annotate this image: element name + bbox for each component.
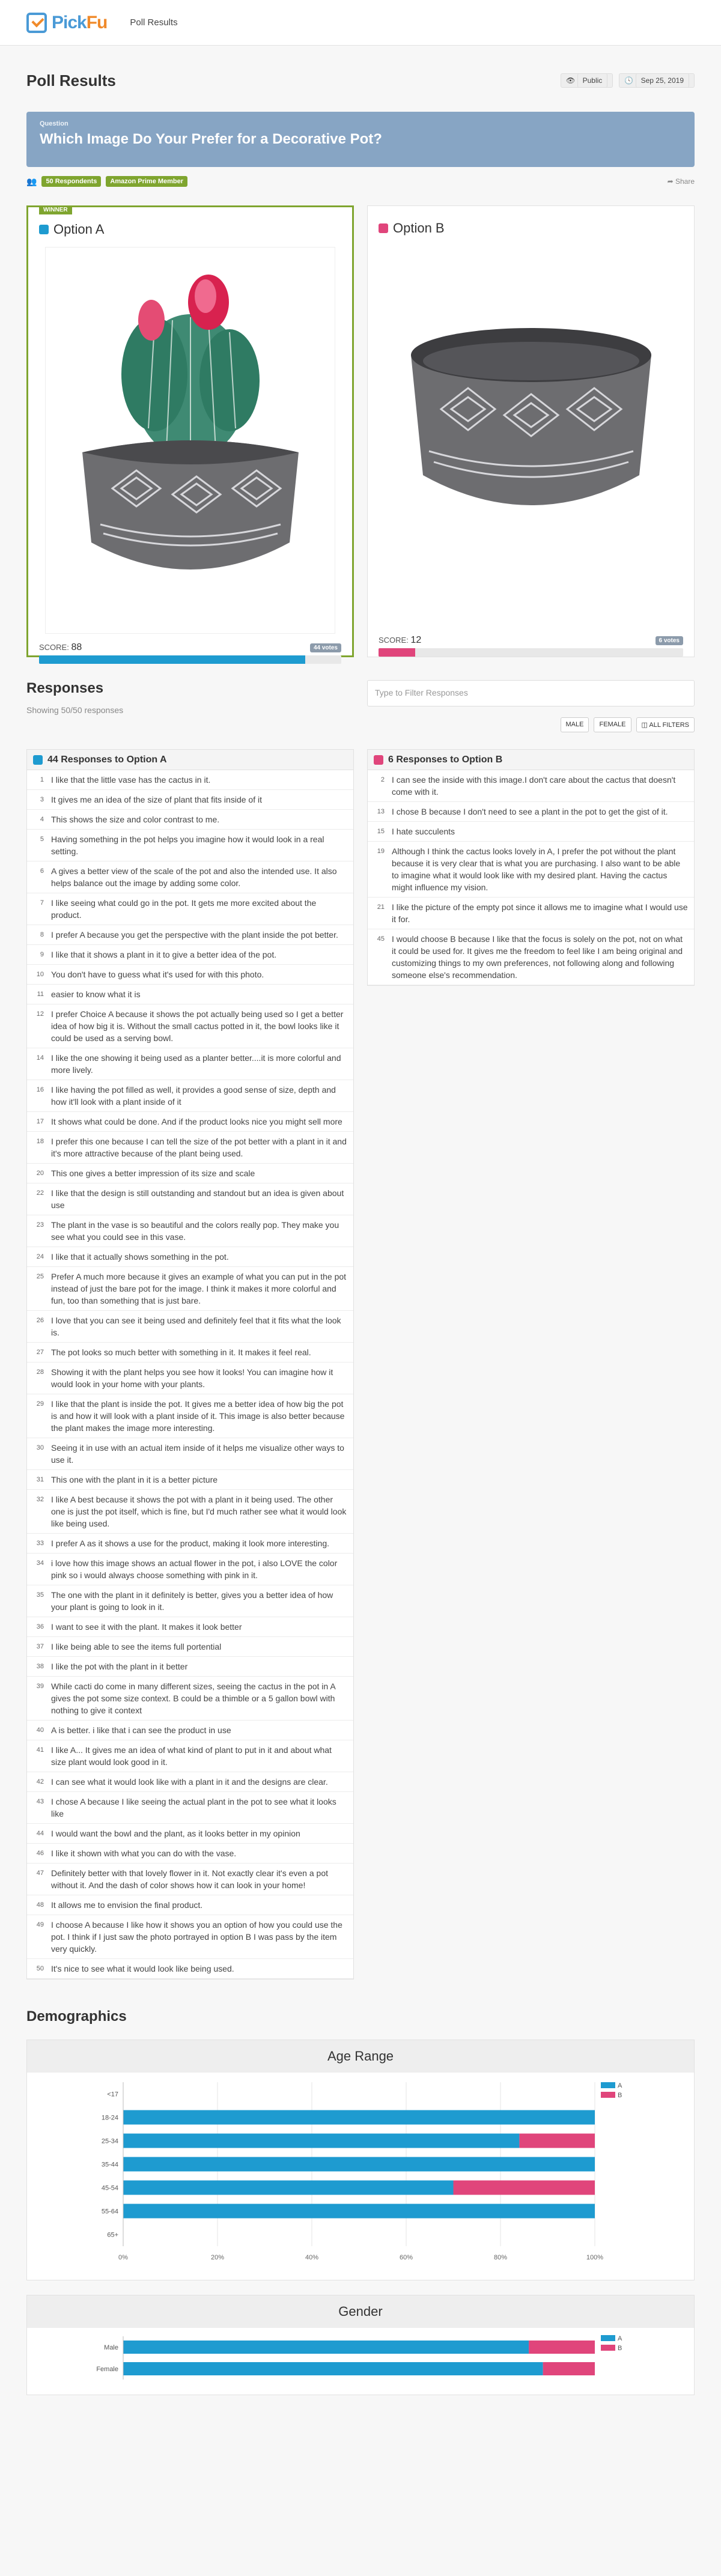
response-item bbox=[27, 810, 353, 830]
response-text: The pot looks so much better with something in it. It makes it feel real. bbox=[51, 1347, 311, 1357]
legend-swatch bbox=[601, 2092, 615, 2098]
response-item bbox=[27, 1792, 353, 1824]
response-item bbox=[27, 1267, 353, 1311]
response-text: Showing it with the plant helps you see how it looks! You can imagine how it would look in your home with your plants. bbox=[51, 1367, 333, 1389]
response-item bbox=[27, 1895, 353, 1915]
response-item bbox=[27, 1554, 353, 1585]
legend-label: A bbox=[618, 2082, 622, 2089]
response-text: easier to know what it is bbox=[51, 989, 141, 999]
response-item bbox=[27, 1362, 353, 1394]
response-number: 13 bbox=[377, 808, 385, 815]
response-text: I want to see it with the plant. It makes it look better bbox=[51, 1622, 242, 1632]
gender-chart bbox=[27, 2328, 694, 2392]
response-number: 14 bbox=[36, 1054, 44, 1062]
option-b-title: Option B bbox=[393, 220, 445, 235]
response-text: It allows me to envision the final product. bbox=[51, 1900, 203, 1910]
response-item bbox=[27, 1080, 353, 1112]
option-a-title: Option A bbox=[53, 222, 105, 237]
response-text: i love how this image shows an actual flower in the pot, i also LOVE the color pink so i would always choose something with pink in it. bbox=[51, 1558, 338, 1580]
legend-label: B bbox=[618, 2345, 622, 2352]
response-text: I hate succulents bbox=[392, 827, 455, 836]
share-icon: ➦ bbox=[667, 177, 674, 186]
response-text: I like that it shows a plant in it to give a better idea of the pot. bbox=[51, 950, 277, 959]
response-item bbox=[27, 1394, 353, 1438]
question-banner bbox=[26, 112, 695, 167]
response-text: I like that the little vase has the cactus in it. bbox=[51, 775, 211, 785]
response-item bbox=[27, 1824, 353, 1844]
bar-segment-b bbox=[519, 2134, 595, 2148]
response-number: 26 bbox=[36, 1317, 44, 1324]
response-item bbox=[27, 965, 353, 985]
category-label: 55-64 bbox=[101, 2208, 118, 2216]
category-label: <17 bbox=[107, 2091, 118, 2098]
response-number: 42 bbox=[36, 1778, 44, 1785]
response-number: 24 bbox=[36, 1253, 44, 1260]
response-text: I like it shown with what you can do with the vase. bbox=[51, 1848, 237, 1858]
response-number: 32 bbox=[36, 1496, 44, 1503]
response-number: 6 bbox=[40, 867, 44, 875]
response-number: 29 bbox=[36, 1400, 44, 1408]
response-number: 38 bbox=[36, 1663, 44, 1670]
response-item bbox=[27, 770, 353, 790]
response-item bbox=[368, 802, 694, 822]
filter-icon: ◫ bbox=[641, 721, 648, 729]
option-a-color-icon bbox=[33, 755, 43, 765]
response-text: This one with the plant in it is a better picture bbox=[51, 1475, 218, 1484]
response-number: 23 bbox=[36, 1221, 44, 1229]
response-item bbox=[27, 1438, 353, 1470]
response-item bbox=[27, 1864, 353, 1895]
response-number: 3 bbox=[40, 796, 44, 803]
response-number: 22 bbox=[36, 1189, 44, 1197]
response-item bbox=[27, 1585, 353, 1617]
option-a-card bbox=[26, 205, 354, 657]
response-number: 9 bbox=[40, 951, 44, 958]
response-item bbox=[27, 893, 353, 925]
response-text: I chose A because I like seeing the actual plant in the pot to see what it looks like bbox=[51, 1797, 336, 1818]
response-number: 37 bbox=[36, 1643, 44, 1650]
response-item bbox=[27, 1215, 353, 1247]
response-item bbox=[27, 1772, 353, 1792]
gender-chart-card bbox=[26, 2295, 695, 2395]
response-item bbox=[27, 1677, 353, 1721]
response-text: This one gives a better impression of its size and scale bbox=[51, 1168, 255, 1178]
response-number: 27 bbox=[36, 1349, 44, 1356]
bar-segment-a bbox=[123, 2134, 519, 2148]
response-number: 49 bbox=[36, 1921, 44, 1928]
response-item bbox=[27, 1470, 353, 1490]
date-badge: 🕓 Sep 25, 2019 bbox=[619, 73, 695, 88]
category-label: Female bbox=[96, 2366, 118, 2373]
response-text: You don't have to guess what it's used for with this photo. bbox=[51, 970, 264, 979]
response-text: The plant in the vase is so beautiful and the colors really pop. They make you see what you could see in this vase. bbox=[51, 1220, 339, 1242]
response-number: 17 bbox=[36, 1118, 44, 1125]
response-number: 45 bbox=[377, 935, 385, 943]
response-number: 4 bbox=[40, 816, 44, 823]
page-title: Poll Results bbox=[26, 71, 116, 90]
response-item bbox=[27, 1844, 353, 1864]
response-text: I like seeing what could go in the pot. It gets me more excited about the product. bbox=[51, 898, 317, 920]
response-item bbox=[27, 985, 353, 1004]
response-item bbox=[27, 1657, 353, 1677]
bar-segment-a bbox=[123, 2362, 543, 2375]
response-item bbox=[27, 1617, 353, 1637]
response-text: I like the pot with the plant in it better bbox=[51, 1662, 188, 1671]
visibility-badge: 👁 Public bbox=[561, 73, 613, 88]
response-number: 44 bbox=[36, 1830, 44, 1837]
option-b-score: SCORE: 12 bbox=[379, 635, 422, 645]
response-number: 16 bbox=[36, 1086, 44, 1093]
pickfu-logo[interactable] bbox=[26, 13, 107, 33]
response-item bbox=[27, 1915, 353, 1959]
bar-segment-a bbox=[123, 2181, 454, 2195]
option-a-responses bbox=[26, 749, 354, 1979]
response-number: 1 bbox=[40, 776, 44, 783]
response-number: 19 bbox=[377, 848, 385, 855]
bar-segment-a bbox=[123, 2110, 595, 2125]
response-number: 28 bbox=[36, 1368, 44, 1376]
option-a-votes: 44 votes bbox=[310, 643, 341, 652]
response-number: 8 bbox=[40, 931, 44, 938]
legend-swatch bbox=[601, 2345, 615, 2351]
bar-segment-b bbox=[529, 2341, 595, 2354]
response-text: Having something in the pot helps you imagine how it would look in a real setting. bbox=[51, 834, 324, 856]
response-text: While cacti do come in many different sizes, seeing the cactus in the pot in A gives the pot some size context. B could be a thimble or a 5 gallon bowl with nothing to give it context bbox=[51, 1681, 335, 1715]
response-text: I prefer Choice A because it shows the pot actually being used so I get a better idea of how big it is. Without the small cactus potted in it, the bowl looks like it could be used as a serving bowl. bbox=[51, 1009, 344, 1043]
option-b-responses bbox=[367, 749, 695, 986]
response-text: I like the one showing it being used as a planter better....it is more colorful and more lively. bbox=[51, 1053, 341, 1075]
response-item bbox=[368, 898, 694, 929]
response-text: Definitely better with that lovely flower in it. Not exactly clear it's even a pot without it. And the dash of color shows how it can look in your home! bbox=[51, 1868, 328, 1890]
responses-title: Responses bbox=[26, 680, 104, 696]
response-text: I like A... It gives me an idea of what kind of plant to put in it and about what size plant would look good in it. bbox=[51, 1745, 332, 1767]
category-label: 65+ bbox=[107, 2231, 118, 2239]
nav-poll-results[interactable]: Poll Results bbox=[130, 17, 178, 28]
all-filters-button[interactable]: ◫ ALL FILTERS bbox=[636, 717, 695, 732]
response-number: 7 bbox=[40, 899, 44, 907]
response-number: 41 bbox=[36, 1746, 44, 1754]
response-text: I prefer A because you get the perspective with the plant inside the pot better. bbox=[51, 930, 338, 940]
question-label: Question bbox=[40, 120, 68, 127]
response-number: 46 bbox=[36, 1850, 44, 1857]
respondents-tag: 50 Respondents bbox=[41, 176, 101, 187]
response-number: 35 bbox=[36, 1591, 44, 1599]
empty-pot-image bbox=[393, 253, 669, 613]
x-tick-label: 60% bbox=[399, 2254, 413, 2261]
response-text: I like having the pot filled as well, it provides a good sense of size, depth and how it'll look with a plant inside of it bbox=[51, 1085, 336, 1107]
response-text: The one with the plant in it definitely is better, gives you a better idea of how your plant is going to look in it. bbox=[51, 1590, 333, 1612]
response-text: I chose B because I don't need to see a plant in the pot to get the gist of it. bbox=[392, 807, 668, 816]
response-number: 36 bbox=[36, 1623, 44, 1630]
response-text: I love that you can see it being used and definitely feel that it fits what the look is. bbox=[51, 1316, 341, 1337]
response-item bbox=[27, 1048, 353, 1080]
response-item bbox=[27, 830, 353, 861]
cactus-pot-image bbox=[58, 260, 323, 621]
winner-badge: WINNER bbox=[39, 205, 72, 214]
response-item bbox=[27, 1004, 353, 1048]
response-number: 48 bbox=[36, 1901, 44, 1909]
response-number: 25 bbox=[36, 1273, 44, 1280]
option-b-score-fill bbox=[379, 648, 415, 657]
response-number: 11 bbox=[37, 991, 44, 998]
option-b-color-icon bbox=[374, 755, 383, 765]
gender-chart-title: Gender bbox=[27, 2295, 694, 2328]
male-filter-button[interactable]: MALE bbox=[561, 717, 589, 732]
response-item bbox=[27, 1721, 353, 1740]
response-text: I like that the design is still outstanding and standout but an idea is given about use bbox=[51, 1188, 344, 1210]
share-link[interactable]: ➦ Share bbox=[667, 177, 695, 186]
filter-responses-input[interactable]: Type to Filter Responses bbox=[367, 680, 695, 706]
checkbox-logo-icon bbox=[26, 13, 47, 33]
option-a-color-icon bbox=[39, 225, 49, 234]
response-item bbox=[368, 842, 694, 898]
response-text: I prefer A as it shows a use for the product, making it look more interesting. bbox=[51, 1539, 330, 1548]
top-bar bbox=[0, 0, 721, 46]
response-text: It shows what could be done. And if the product looks nice you might sell more bbox=[51, 1117, 342, 1126]
response-text: I like that it actually shows something in the pot. bbox=[51, 1252, 229, 1262]
response-text: I can see the inside with this image.I don't care about the cactus that doesn't come with it. bbox=[392, 775, 676, 797]
response-text: This shows the size and color contrast to me. bbox=[51, 815, 220, 824]
response-text: A gives a better view of the scale of the pot and also the intended use. It also helps balance out the image by adding some color. bbox=[51, 866, 337, 888]
response-number: 10 bbox=[36, 971, 44, 978]
x-tick-label: 80% bbox=[493, 2254, 508, 2261]
response-item bbox=[27, 1112, 353, 1132]
demographics-title: Demographics bbox=[26, 2008, 127, 2025]
option-b-score-bar bbox=[379, 648, 683, 657]
response-text: It gives me an idea of the size of plant that fits inside of it bbox=[51, 795, 262, 804]
response-number: 43 bbox=[36, 1798, 44, 1805]
response-item bbox=[27, 1740, 353, 1772]
response-number: 5 bbox=[40, 836, 44, 843]
response-item bbox=[368, 929, 694, 985]
age-range-chart-title: Age Range bbox=[27, 2040, 694, 2073]
age-range-chart bbox=[27, 2073, 694, 2277]
response-item bbox=[368, 822, 694, 842]
response-number: 21 bbox=[377, 904, 385, 911]
response-item bbox=[27, 1311, 353, 1343]
response-item bbox=[27, 1959, 353, 1979]
option-b-color-icon bbox=[379, 223, 388, 233]
response-text: I like the picture of the empty pot since it allows me to imagine what I would use it for. bbox=[392, 902, 688, 924]
category-label: Male bbox=[104, 2344, 118, 2351]
x-tick-label: 0% bbox=[118, 2254, 128, 2261]
users-icon: 👥 bbox=[26, 176, 37, 186]
showing-count: Showing 50/50 responses bbox=[26, 705, 124, 715]
legend-label: B bbox=[618, 2092, 622, 2099]
response-number: 31 bbox=[36, 1476, 44, 1483]
option-a-image[interactable] bbox=[45, 247, 335, 634]
response-text: Prefer A much more because it gives an example of what you can put in the pot instead of just the bare pot for the image. I think it makes it more colorful and fun, too than something that is just bare. bbox=[51, 1272, 347, 1305]
response-number: 50 bbox=[36, 1965, 44, 1972]
legend-swatch bbox=[601, 2335, 615, 2341]
category-label: 45-54 bbox=[101, 2184, 118, 2192]
x-tick-label: 20% bbox=[210, 2254, 225, 2261]
bar-segment-a bbox=[123, 2157, 595, 2172]
response-item bbox=[27, 1490, 353, 1534]
response-text: I choose A because I like how it shows you an option of how you could use the pot. I think if I just saw the photo portrayed in option B I was pass by the item very quickly. bbox=[51, 1920, 342, 1954]
response-item bbox=[27, 925, 353, 945]
option-a-score: SCORE: 88 bbox=[39, 642, 82, 652]
response-item bbox=[27, 1637, 353, 1657]
response-text: I would want the bowl and the plant, as it looks better in my opinion bbox=[51, 1829, 300, 1838]
response-item bbox=[27, 945, 353, 965]
option-a-score-bar bbox=[39, 655, 341, 664]
option-a-score-fill bbox=[39, 655, 305, 664]
response-item bbox=[27, 1164, 353, 1183]
question-text: Which Image Do Your Prefer for a Decorative Pot? bbox=[40, 131, 382, 147]
response-text: Seeing it in use with an actual item inside of it helps me visualize other ways to use it. bbox=[51, 1443, 344, 1465]
option-a-responses-header: 44 Responses to Option A bbox=[47, 754, 167, 765]
response-text: I prefer this one because I can tell the size of the pot better with a plant in it and it's more attractive because of the plant being used. bbox=[51, 1137, 347, 1158]
legend-swatch bbox=[601, 2082, 615, 2088]
response-number: 12 bbox=[36, 1010, 44, 1018]
response-item bbox=[27, 861, 353, 893]
response-text: Although I think the cactus looks lovely in A, I prefer the pot without the plant because it is very clear that is what you are purchasing. I also want to be able to imagine what it would look like with my desired plant. Having the cactus might influence my vision. bbox=[392, 846, 681, 892]
age-range-chart-card bbox=[26, 2040, 695, 2280]
bar-segment-a bbox=[123, 2204, 595, 2219]
response-number: 40 bbox=[36, 1727, 44, 1734]
bar-segment-b bbox=[543, 2362, 595, 2375]
response-number: 33 bbox=[36, 1540, 44, 1547]
logo-text: PickFu bbox=[52, 12, 108, 32]
response-text: I like that the plant is inside the pot. It gives me a better idea of how big the pot is and how it will look with a plant inside of it. This image is also better because the plant makes the image more interesting. bbox=[51, 1399, 345, 1433]
response-text: I would choose B because I like that the focus is solely on the pot, not on what it could be used for. It gives me the freedom to feel like I am being original and customizing things to my own preferences, not following along and following someone else's recommendation. bbox=[392, 934, 683, 980]
response-item bbox=[27, 1534, 353, 1554]
option-b-image[interactable] bbox=[385, 240, 677, 627]
legend-label: A bbox=[618, 2335, 622, 2342]
audience-tag: Amazon Prime Member bbox=[106, 176, 187, 187]
response-number: 15 bbox=[377, 828, 385, 835]
x-tick-label: 40% bbox=[305, 2254, 319, 2261]
response-item bbox=[27, 790, 353, 810]
bar-segment-a bbox=[123, 2341, 529, 2354]
response-item bbox=[27, 1132, 353, 1164]
response-text: I like A best because it shows the pot with a plant in it being used. The other one is just the pot itself, which is fine, but I'd much rather see what it would look like being used. bbox=[51, 1495, 347, 1528]
response-item bbox=[368, 770, 694, 802]
response-item bbox=[27, 1247, 353, 1267]
response-text: It's nice to see what it would look like being used. bbox=[51, 1964, 234, 1973]
response-item bbox=[27, 1343, 353, 1362]
response-number: 2 bbox=[380, 776, 385, 783]
category-label: 25-34 bbox=[101, 2137, 118, 2145]
response-number: 30 bbox=[36, 1444, 44, 1451]
response-number: 18 bbox=[36, 1138, 44, 1145]
category-label: 18-24 bbox=[101, 2114, 118, 2122]
response-text: I like being able to see the items full portential bbox=[51, 1642, 222, 1651]
response-text: A is better. i like that i can see the product in use bbox=[51, 1725, 231, 1735]
response-text: I can see what it would look like with a plant in it and the designs are clear. bbox=[51, 1777, 328, 1787]
bar-segment-b bbox=[454, 2181, 595, 2195]
response-number: 20 bbox=[36, 1170, 44, 1177]
option-b-votes: 6 votes bbox=[656, 636, 683, 645]
x-tick-label: 100% bbox=[586, 2254, 604, 2261]
female-filter-button[interactable]: FEMALE bbox=[594, 717, 631, 732]
response-number: 47 bbox=[36, 1870, 44, 1877]
category-label: 35-44 bbox=[101, 2161, 118, 2169]
option-b-card bbox=[367, 205, 695, 657]
option-b-responses-header: 6 Responses to Option B bbox=[388, 754, 503, 765]
response-number: 39 bbox=[36, 1683, 44, 1690]
response-item bbox=[27, 1183, 353, 1215]
response-number: 34 bbox=[36, 1560, 44, 1567]
